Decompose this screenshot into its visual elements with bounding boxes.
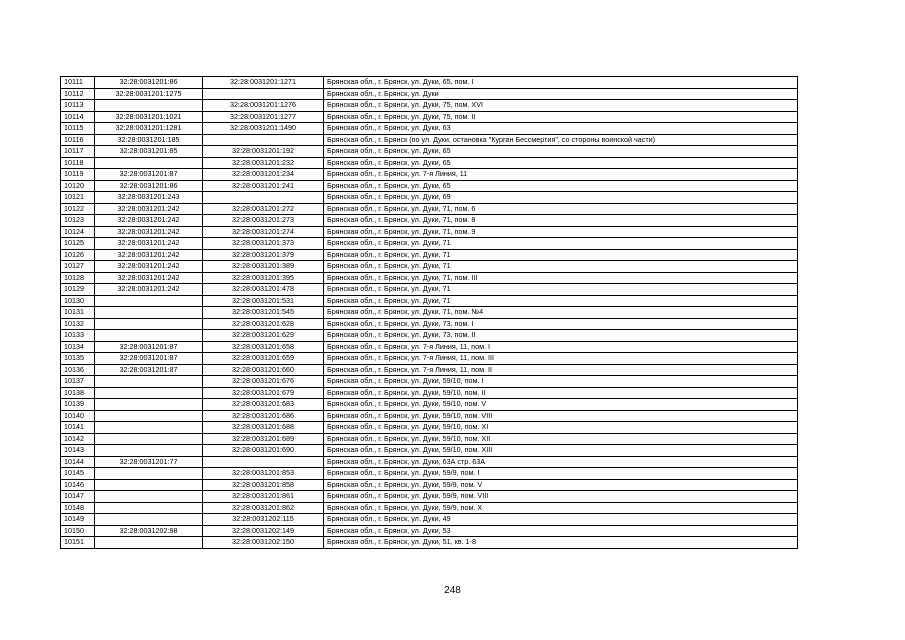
object-number-cell: 32:28:0031201:660 (203, 364, 324, 376)
object-number-cell: 32:28:0031201:241 (203, 180, 324, 192)
row-number-cell: 10114 (61, 111, 95, 123)
object-number-cell: 32:28:0031201:531 (203, 295, 324, 307)
row-number-cell: 10111 (61, 77, 95, 89)
object-number-cell: 32:28:0031201:389 (203, 261, 324, 273)
row-number-cell: 10142 (61, 433, 95, 445)
object-number-cell: 32:28:0031201:379 (203, 249, 324, 261)
table-row (61, 203, 798, 215)
address-cell: Брянская обл., г. Брянск, ул. 7-я Линия, 11, пом. III (324, 353, 798, 365)
table-row (61, 387, 798, 399)
object-number-cell: 32:28:0031201:1271 (203, 77, 324, 89)
address-cell: Брянская обл., г. Брянск, ул. Дуки, 65, пом. I (324, 77, 798, 89)
row-number-cell: 10138 (61, 387, 95, 399)
parcel-number-cell: 32:28:0031201:242 (95, 226, 203, 238)
address-cell: Брянская обл., г. Брянск, ул. Дуки, 59/10, пом. XIII (324, 445, 798, 457)
parcel-number-cell (95, 376, 203, 388)
parcel-number-cell: 32:28:0031201:87 (95, 364, 203, 376)
registry-table (60, 76, 798, 549)
object-number-cell: 32:28:0031201:689 (203, 433, 324, 445)
object-number-cell: 32:28:0031201:629 (203, 330, 324, 342)
row-number-cell: 10140 (61, 410, 95, 422)
object-number-cell: 32:28:0031201:690 (203, 445, 324, 457)
address-cell: Брянская обл., г. Брянск, ул. Дуки, 53 (324, 525, 798, 537)
address-cell: Брянская обл., г. Брянск, ул. Дуки, 49 (324, 514, 798, 526)
parcel-number-cell (95, 100, 203, 112)
row-number-cell: 10149 (61, 514, 95, 526)
object-number-cell: 32:28:0031201:232 (203, 157, 324, 169)
registry-table-body (61, 77, 798, 549)
object-number-cell: 32:28:0031201:658 (203, 341, 324, 353)
object-number-cell: 32:28:0031201:272 (203, 203, 324, 215)
page-number: 248 (444, 585, 461, 596)
row-number-cell: 10133 (61, 330, 95, 342)
parcel-number-cell (95, 537, 203, 549)
object-number-cell: 32:28:0031201:234 (203, 169, 324, 181)
object-number-cell: 32:28:0031201:679 (203, 387, 324, 399)
row-number-cell: 10127 (61, 261, 95, 273)
parcel-number-cell: 32:28:0031201:77 (95, 456, 203, 468)
address-cell: Брянская обл., г. Брянск, ул. Дуки, 59/10, пом. XI (324, 422, 798, 434)
table-row (61, 330, 798, 342)
address-cell: Брянская обл., г. Брянск, ул. Дуки, 51, кв. 1-8 (324, 537, 798, 549)
table-row (61, 295, 798, 307)
address-cell: Брянская обл., г. Брянск, ул. Дуки, 71 (324, 249, 798, 261)
table-row (61, 468, 798, 480)
address-cell: Брянская обл., г. Брянск, ул. Дуки, 63 (324, 123, 798, 135)
object-number-cell: 32:28:0031201:861 (203, 491, 324, 503)
parcel-number-cell (95, 502, 203, 514)
table-row (61, 272, 798, 284)
table-row (61, 238, 798, 250)
table-row (61, 341, 798, 353)
row-number-cell: 10118 (61, 157, 95, 169)
table-row (61, 123, 798, 135)
table-row (61, 284, 798, 296)
object-number-cell: 32:28:0031201:274 (203, 226, 324, 238)
table-row (61, 433, 798, 445)
parcel-number-cell (95, 422, 203, 434)
object-number-cell: 32:28:0031201:192 (203, 146, 324, 158)
parcel-number-cell: 32:28:0031201:86 (95, 180, 203, 192)
table-row (61, 422, 798, 434)
parcel-number-cell: 32:28:0031201:243 (95, 192, 203, 204)
address-cell: Брянская обл., г. Брянск, ул. Дуки (324, 88, 798, 100)
row-number-cell: 10128 (61, 272, 95, 284)
row-number-cell: 10124 (61, 226, 95, 238)
table-row (61, 261, 798, 273)
row-number-cell: 10131 (61, 307, 95, 319)
address-cell: Брянская обл., г. Брянск, ул. Дуки, 59/10, пом. I (324, 376, 798, 388)
table-row (61, 364, 798, 376)
address-cell: Брянская обл., г. Брянск, ул. Дуки, 71 (324, 284, 798, 296)
row-number-cell: 10122 (61, 203, 95, 215)
address-cell: Брянская обл., г. Брянск, ул. Дуки, 73, пом. II (324, 330, 798, 342)
address-cell: Брянская обл., г. Брянск, ул. Дуки, 65 (324, 157, 798, 169)
address-cell: Брянская обл., г. Брянск, ул. Дуки, 69 (324, 192, 798, 204)
object-number-cell: 32:28:0031201:683 (203, 399, 324, 411)
address-cell: Брянская обл., г. Брянск, ул. Дуки, 71, пом. 8 (324, 215, 798, 227)
row-number-cell: 10135 (61, 353, 95, 365)
address-cell: Брянская обл., г. Брянск, ул. Дуки, 59/10, пом. V (324, 399, 798, 411)
row-number-cell: 10143 (61, 445, 95, 457)
row-number-cell: 10141 (61, 422, 95, 434)
row-number-cell: 10123 (61, 215, 95, 227)
parcel-number-cell (95, 157, 203, 169)
address-cell: Брянская обл., г. Брянск, ул. Дуки, 71 (324, 261, 798, 273)
row-number-cell: 10146 (61, 479, 95, 491)
row-number-cell: 10136 (61, 364, 95, 376)
address-cell: Брянская обл., г. Брянск, ул. Дуки, 71, пом. III (324, 272, 798, 284)
address-cell: Брянская обл., г. Брянск, ул. 7-я Линия, 11, пом. I (324, 341, 798, 353)
address-cell: Брянская обл., г. Брянск, ул. Дуки, 59/9, пом. I (324, 468, 798, 480)
parcel-number-cell: 32:28:0031201:87 (95, 341, 203, 353)
parcel-number-cell: 32:28:0031201:1021 (95, 111, 203, 123)
table-row (61, 100, 798, 112)
table-row (61, 77, 798, 89)
address-cell: Брянская обл., г. Брянск, ул. Дуки, 71 (324, 238, 798, 250)
parcel-number-cell (95, 410, 203, 422)
address-cell: Брянская обл., г. Брянск, ул. Дуки, 59/10, пом. XII (324, 433, 798, 445)
row-number-cell: 10117 (61, 146, 95, 158)
object-number-cell: 32:28:0031201:853 (203, 468, 324, 480)
parcel-number-cell: 32:28:0031202:98 (95, 525, 203, 537)
parcel-number-cell (95, 445, 203, 457)
address-cell: Брянская обл., г. Брянск, ул. Дуки, 59/9, пом. V (324, 479, 798, 491)
row-number-cell: 10139 (61, 399, 95, 411)
table-row (61, 456, 798, 468)
parcel-number-cell: 32:28:0031201:242 (95, 203, 203, 215)
row-number-cell: 10145 (61, 468, 95, 480)
table-row (61, 157, 798, 169)
row-number-cell: 10126 (61, 249, 95, 261)
address-cell: Брянская обл., г. Брянск, ул. Дуки, 71, пом. 9 (324, 226, 798, 238)
address-cell: Брянская обл., г. Брянск, ул. Дуки, 75, пом. II (324, 111, 798, 123)
object-number-cell: 32:28:0031201:545 (203, 307, 324, 319)
object-number-cell: 32:28:0031201:478 (203, 284, 324, 296)
parcel-number-cell: 32:28:0031201:87 (95, 353, 203, 365)
parcel-number-cell: 32:28:0031201:242 (95, 249, 203, 261)
parcel-number-cell: 32:28:0031201:85 (95, 146, 203, 158)
parcel-number-cell (95, 295, 203, 307)
table-row (61, 180, 798, 192)
table-row (61, 111, 798, 123)
address-cell: Брянская обл., г. Брянск, ул. Дуки, 71 (324, 295, 798, 307)
object-number-cell (203, 456, 324, 468)
row-number-cell: 10148 (61, 502, 95, 514)
object-number-cell: 32:28:0031201:676 (203, 376, 324, 388)
table-row (61, 146, 798, 158)
parcel-number-cell: 32:28:0031201:1281 (95, 123, 203, 135)
parcel-number-cell (95, 491, 203, 503)
object-number-cell (203, 134, 324, 146)
parcel-number-cell (95, 479, 203, 491)
object-number-cell: 32:28:0031201:273 (203, 215, 324, 227)
row-number-cell: 10119 (61, 169, 95, 181)
table-row (61, 537, 798, 549)
parcel-number-cell (95, 399, 203, 411)
object-number-cell (203, 192, 324, 204)
row-number-cell: 10125 (61, 238, 95, 250)
parcel-number-cell (95, 330, 203, 342)
table-row (61, 307, 798, 319)
row-number-cell: 10116 (61, 134, 95, 146)
parcel-number-cell (95, 307, 203, 319)
parcel-number-cell: 32:28:0031201:242 (95, 261, 203, 273)
row-number-cell: 10115 (61, 123, 95, 135)
object-number-cell: 32:28:0031201:686 (203, 410, 324, 422)
parcel-number-cell: 32:28:0031201:185 (95, 134, 203, 146)
object-number-cell: 32:28:0031201:1277 (203, 111, 324, 123)
address-cell: Брянская обл., г. Брянск, ул. Дуки, 71, пом. №4 (324, 307, 798, 319)
table-row (61, 249, 798, 261)
parcel-number-cell: 32:28:0031201:242 (95, 215, 203, 227)
parcel-number-cell (95, 318, 203, 330)
address-cell: Брянская обл., г. Брянск, ул. Дуки, 59/10, пом. VIII (324, 410, 798, 422)
table-row (61, 215, 798, 227)
parcel-number-cell (95, 387, 203, 399)
table-row (61, 445, 798, 457)
row-number-cell: 10121 (61, 192, 95, 204)
table-row (61, 525, 798, 537)
address-cell: Брянская обл., г. Брянск, ул. Дуки, 71, пом. 6 (324, 203, 798, 215)
table-row (61, 514, 798, 526)
row-number-cell: 10144 (61, 456, 95, 468)
row-number-cell: 10129 (61, 284, 95, 296)
row-number-cell: 10112 (61, 88, 95, 100)
parcel-number-cell: 32:28:0031201:1275 (95, 88, 203, 100)
table-row (61, 491, 798, 503)
row-number-cell: 10130 (61, 295, 95, 307)
table-row (61, 410, 798, 422)
address-cell: Брянская обл., г. Брянск, ул. Дуки, 65 (324, 146, 798, 158)
row-number-cell: 10132 (61, 318, 95, 330)
address-cell: Брянская обл., г. Брянск, ул. Дуки, 59/9, пом. VIII (324, 491, 798, 503)
object-number-cell: 32:28:0031202:150 (203, 537, 324, 549)
object-number-cell: 32:28:0031201:395 (203, 272, 324, 284)
object-number-cell: 32:28:0031201:373 (203, 238, 324, 250)
parcel-number-cell (95, 468, 203, 480)
address-cell: Брянская обл., г. Брянск, ул. 7-я Линия, 11 (324, 169, 798, 181)
table-row (61, 134, 798, 146)
row-number-cell: 10150 (61, 525, 95, 537)
table-row (61, 88, 798, 100)
table-row (61, 318, 798, 330)
object-number-cell: 32:28:0031202:115 (203, 514, 324, 526)
object-number-cell: 32:28:0031201:628 (203, 318, 324, 330)
table-row (61, 226, 798, 238)
parcel-number-cell: 32:28:0031201:242 (95, 284, 203, 296)
table-row (61, 353, 798, 365)
object-number-cell: 32:28:0031202:149 (203, 525, 324, 537)
object-number-cell (203, 88, 324, 100)
object-number-cell: 32:28:0031201:1276 (203, 100, 324, 112)
address-cell: Брянская обл., г. Брянск (по ул. Дуки, остановка "Курган Бессмертия", со стороны воинской части) (324, 134, 798, 146)
object-number-cell: 32:28:0031201:858 (203, 479, 324, 491)
table-row (61, 479, 798, 491)
parcel-number-cell: 32:28:0031201:242 (95, 238, 203, 250)
table-row (61, 399, 798, 411)
object-number-cell: 32:28:0031201:862 (203, 502, 324, 514)
parcel-number-cell: 32:28:0031201:87 (95, 169, 203, 181)
table-row (61, 169, 798, 181)
table-row (61, 376, 798, 388)
address-cell: Брянская обл., г. Брянск, ул. Дуки, 75, пом. XVI (324, 100, 798, 112)
object-number-cell: 32:28:0031201:1490 (203, 123, 324, 135)
object-number-cell: 32:28:0031201:659 (203, 353, 324, 365)
address-cell: Брянская обл., г. Брянск, ул. Дуки, 59/9, пом. X (324, 502, 798, 514)
row-number-cell: 10134 (61, 341, 95, 353)
row-number-cell: 10137 (61, 376, 95, 388)
object-number-cell: 32:28:0031201:688 (203, 422, 324, 434)
table-row (61, 192, 798, 204)
address-cell: Брянская обл., г. Брянск, ул. Дуки, 65 (324, 180, 798, 192)
parcel-number-cell: 32:28:0031201:242 (95, 272, 203, 284)
address-cell: Брянская обл., г. Брянск, ул. Дуки, 59/10, пом. II (324, 387, 798, 399)
row-number-cell: 10113 (61, 100, 95, 112)
row-number-cell: 10120 (61, 180, 95, 192)
address-cell: Брянская обл., г. Брянск, ул. Дуки, 63А стр. 63А (324, 456, 798, 468)
parcel-number-cell: 32:28:0031201:86 (95, 77, 203, 89)
table-row (61, 502, 798, 514)
address-cell: Брянская обл., г. Брянск, ул. Дуки, 73, пом. I (324, 318, 798, 330)
parcel-number-cell (95, 433, 203, 445)
parcel-number-cell (95, 514, 203, 526)
row-number-cell: 10151 (61, 537, 95, 549)
row-number-cell: 10147 (61, 491, 95, 503)
address-cell: Брянская обл., г. Брянск, ул. 7-я Линия, 11, пом. II (324, 364, 798, 376)
